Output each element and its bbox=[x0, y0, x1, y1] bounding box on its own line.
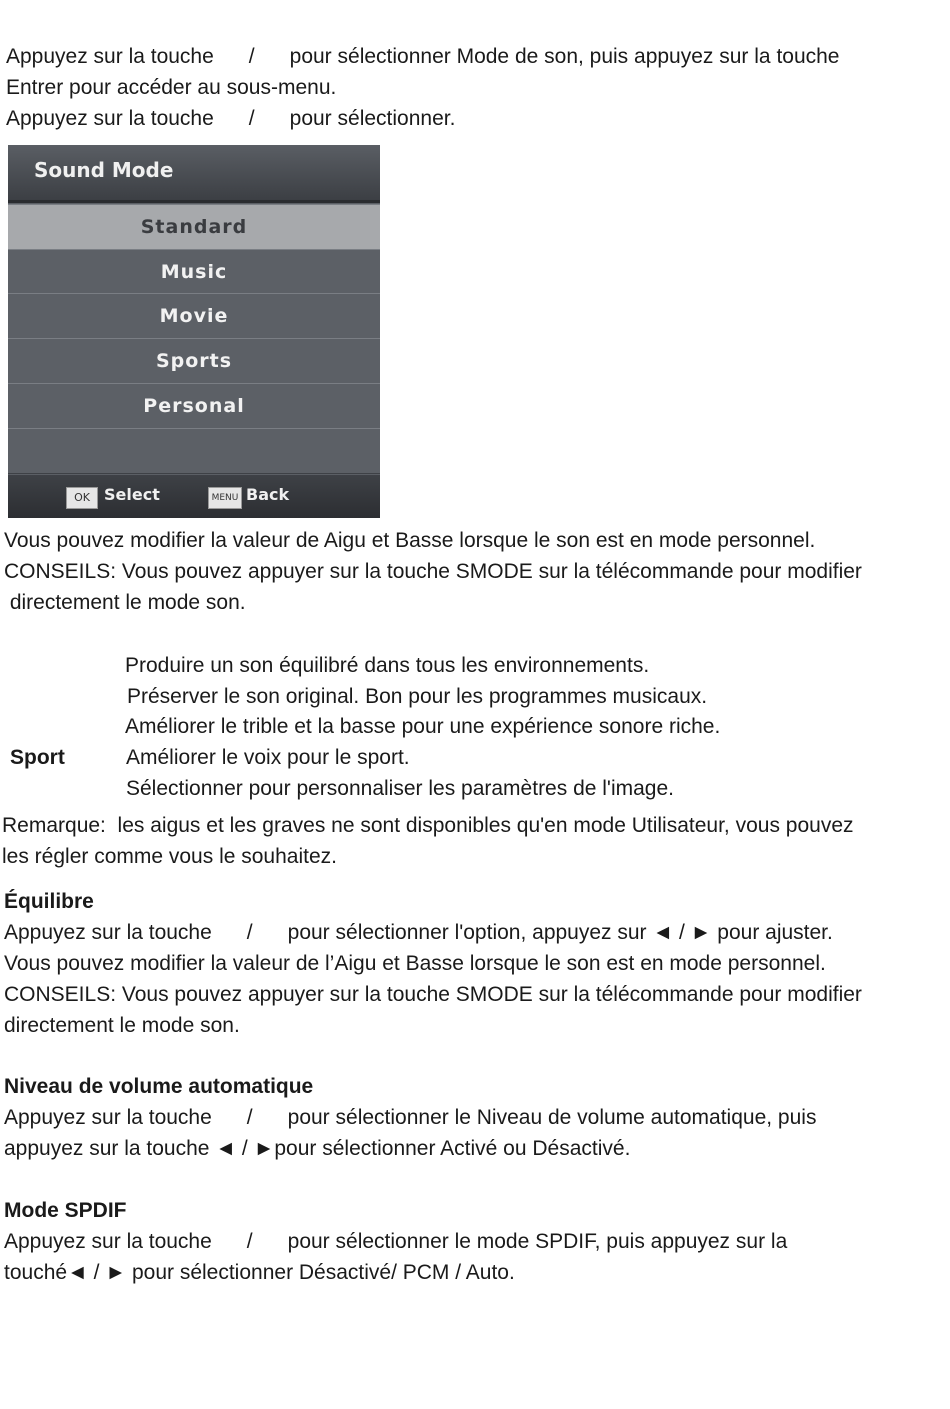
mode-term-4: Sport bbox=[10, 746, 65, 769]
avl-line-1: Appuyez sur la touche / pour sélectionner le Niveau de volume automatique, puis bbox=[4, 1106, 817, 1129]
spdif-line-2: touché◄ / ► pour sélectionner Désactivé/ PCM / Auto. bbox=[4, 1261, 515, 1284]
equilibre-line-2: Vous pouvez modifier la valeur de l’Aigu et Basse lorsque le son est en mode personnel. bbox=[4, 952, 826, 975]
mode-desc-2: Préserver le son original. Bon pour les programmes musicaux. bbox=[127, 685, 708, 708]
after-osd-line-2: CONSEILS: Vous pouvez appuyer sur la touche SMODE sur la télécommande pour modifier bbox=[4, 560, 862, 583]
option-empty bbox=[8, 428, 380, 474]
avl-line-2: appuyez sur la touche ◄ / ►pour sélectionner Activé ou Désactivé. bbox=[4, 1137, 631, 1160]
sound-mode-menu bbox=[8, 145, 380, 518]
spdif-heading: Mode SPDIF bbox=[4, 1199, 127, 1222]
remark-line-2: les régler comme vous le souhaitez. bbox=[2, 845, 337, 868]
equilibre-heading: Équilibre bbox=[4, 890, 94, 913]
option-personal[interactable]: Personal bbox=[8, 383, 380, 429]
select-hint: Select bbox=[104, 485, 160, 504]
option-sports[interactable]: Sports bbox=[8, 338, 380, 384]
sound-mode-header bbox=[8, 145, 380, 203]
after-osd-line-1: Vous pouvez modifier la valeur de Aigu et Basse lorsque le son est en mode personnel. bbox=[4, 529, 816, 552]
sound-mode-footer bbox=[8, 475, 380, 518]
menu-key-icon: MENU bbox=[208, 487, 242, 509]
option-music[interactable]: Music bbox=[8, 249, 380, 295]
after-osd-line-3: directement le mode son. bbox=[4, 591, 246, 614]
sound-mode-title: Sound Mode bbox=[34, 158, 174, 182]
equilibre-line-3: CONSEILS: Vous pouvez appuyer sur la touche SMODE sur la télécommande pour modifier bbox=[4, 983, 862, 1006]
mode-desc-3: Améliorer le trible et la basse pour une expérience sonore riche. bbox=[125, 715, 721, 738]
ok-key-icon: OK bbox=[66, 487, 98, 509]
intro-line-3: Appuyez sur la touche / pour sélectionner. bbox=[6, 107, 456, 130]
mode-desc-5: Sélectionner pour personnaliser les paramètres de l'image. bbox=[126, 777, 674, 800]
equilibre-line-1: Appuyez sur la touche / pour sélectionner l'option, appuyez sur ◄ / ► pour ajuster. bbox=[4, 921, 833, 944]
option-standard[interactable]: Standard bbox=[8, 204, 380, 250]
spdif-line-1: Appuyez sur la touche / pour sélectionner le mode SPDIF, puis appuyez sur la bbox=[4, 1230, 788, 1253]
intro-line-1: Appuyez sur la touche / pour sélectionner Mode de son, puis appuyez sur la touche bbox=[6, 45, 840, 68]
intro-line-2: Entrer pour accéder au sous-menu. bbox=[6, 76, 337, 99]
mode-desc-1: Produire un son équilibré dans tous les environnements. bbox=[125, 654, 650, 677]
remark-line-1: Remarque: les aigus et les graves ne sont disponibles qu'en mode Utilisateur, vous pouvez bbox=[2, 814, 854, 837]
option-movie[interactable]: Movie bbox=[8, 293, 380, 339]
back-hint: Back bbox=[246, 485, 290, 504]
mode-desc-4: Améliorer le voix pour le sport. bbox=[126, 746, 410, 769]
equilibre-line-4: directement le mode son. bbox=[4, 1014, 240, 1037]
avl-heading: Niveau de volume automatique bbox=[4, 1075, 314, 1098]
